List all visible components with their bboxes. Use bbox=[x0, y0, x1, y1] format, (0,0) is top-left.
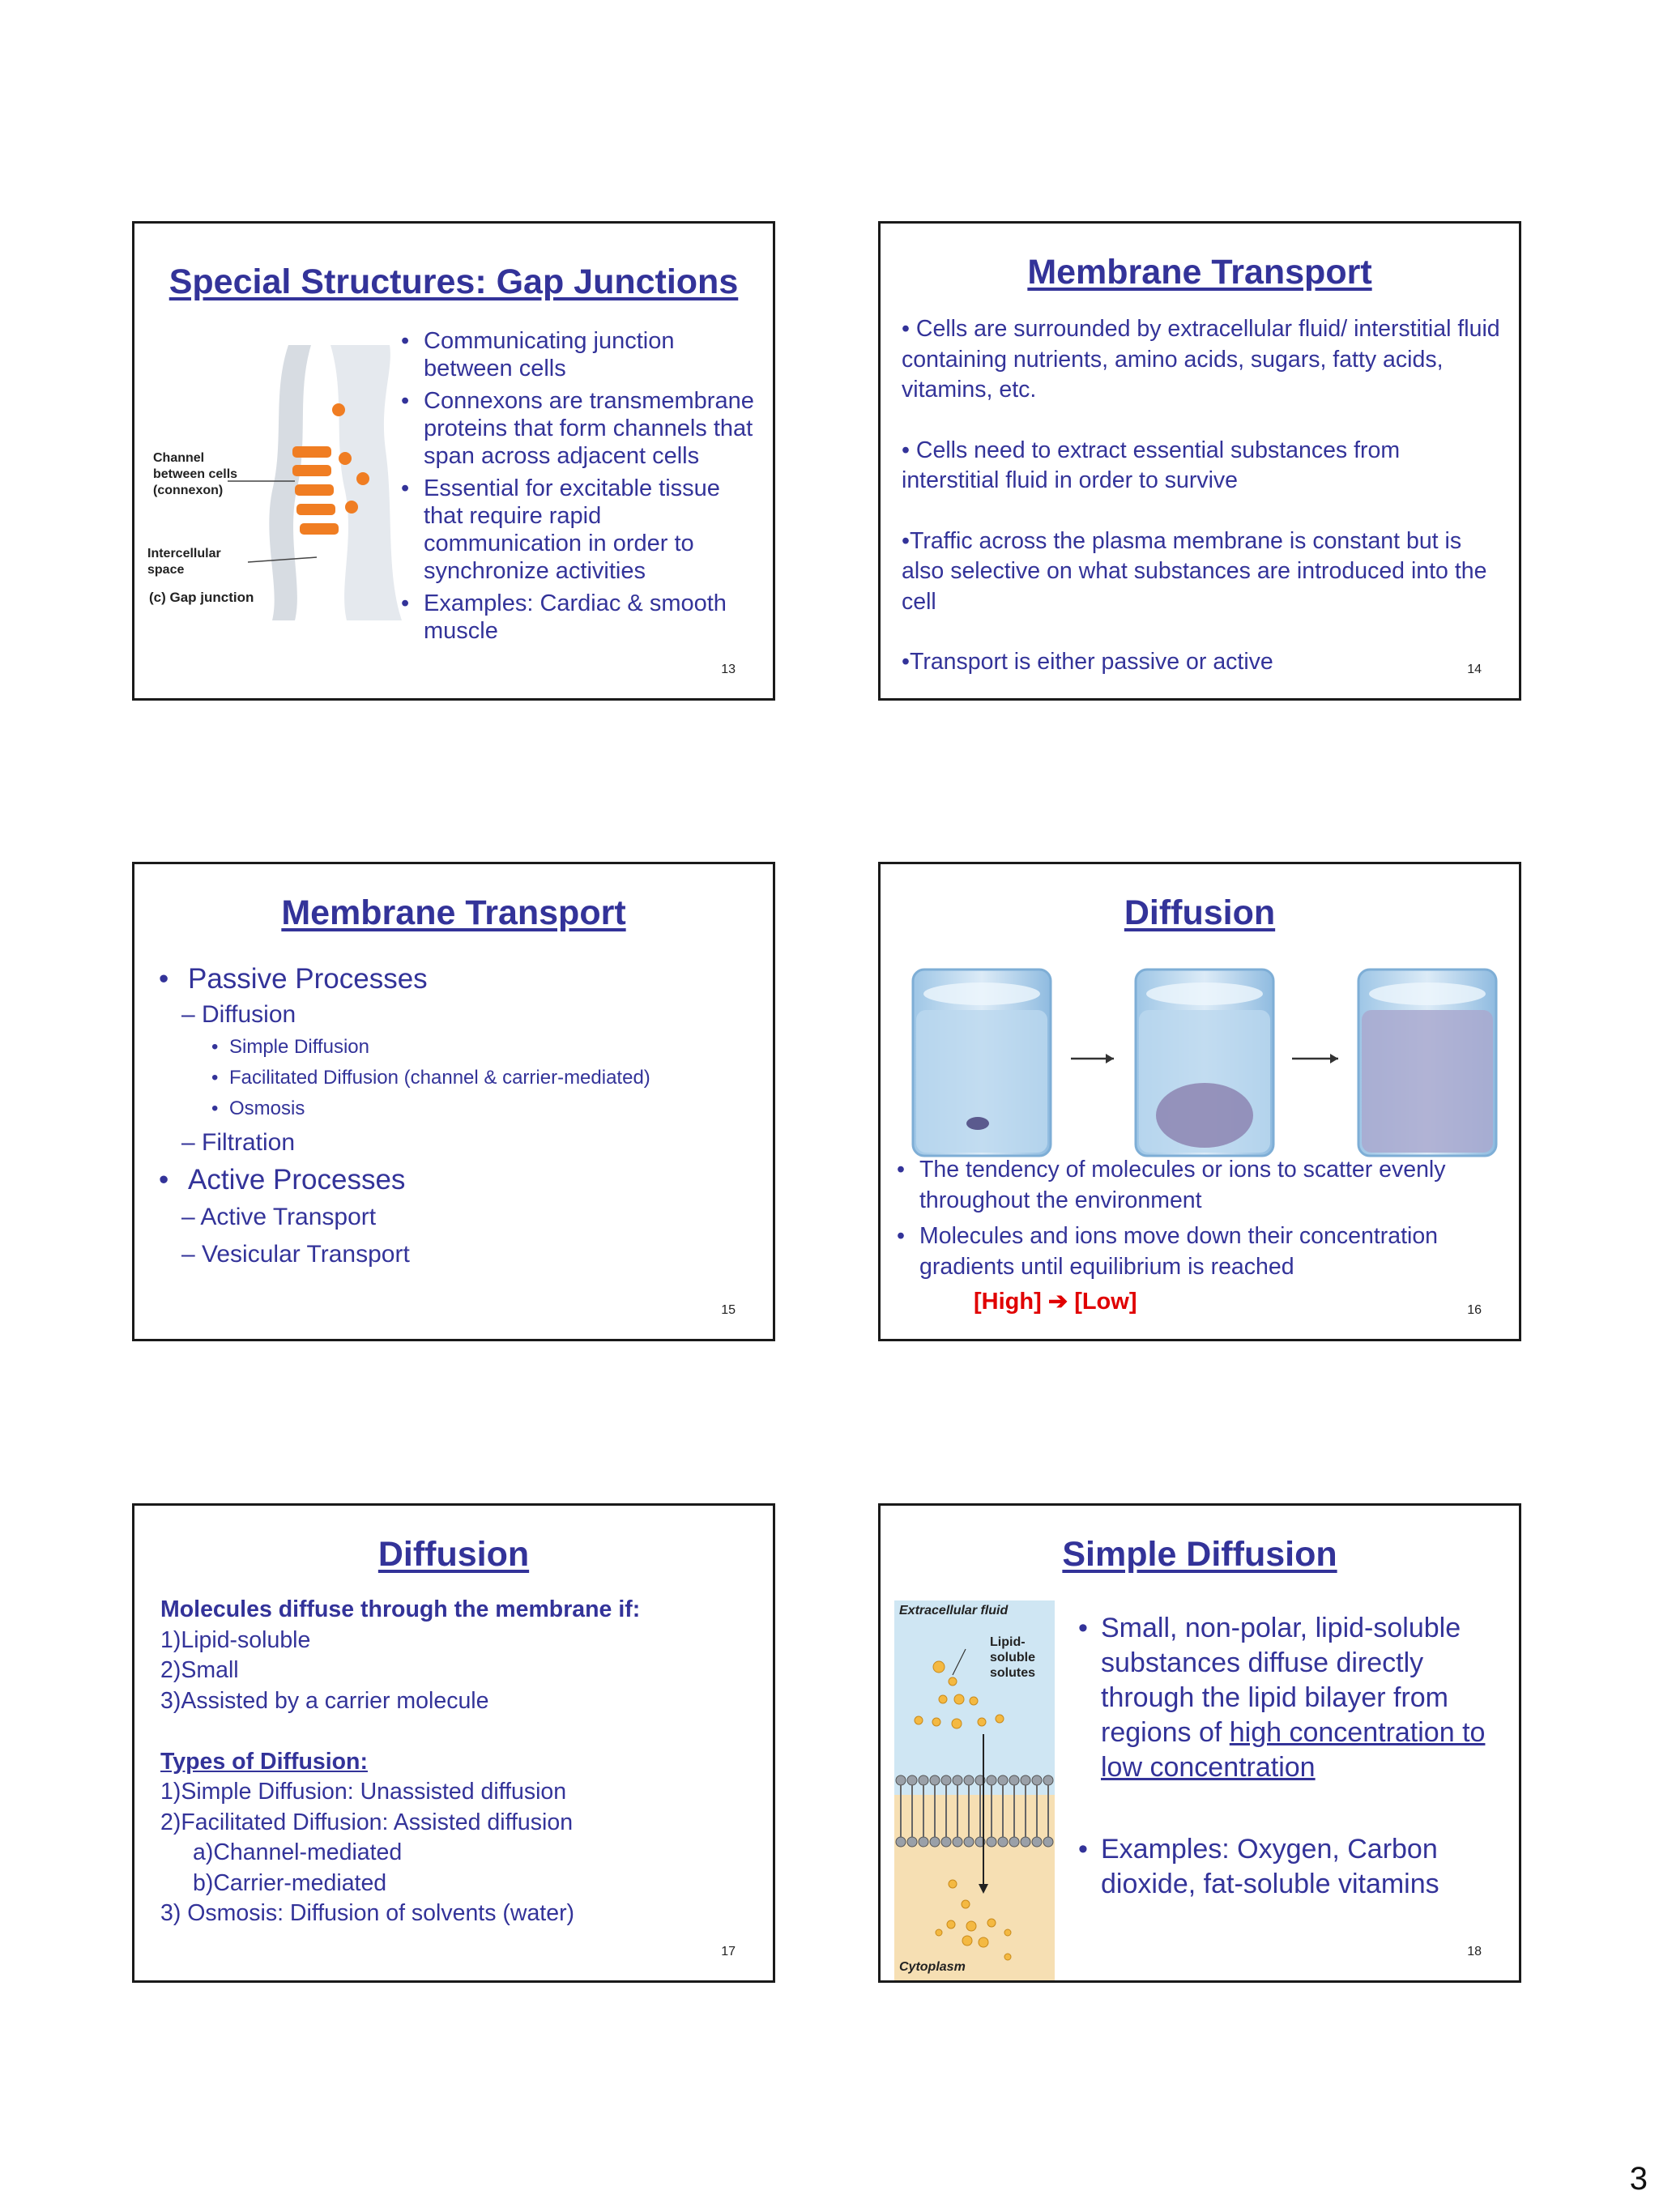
list-item: b)Carrier-mediated bbox=[193, 1869, 387, 1896]
slide-18 bbox=[878, 1503, 1521, 1983]
active-processes: • Active Processes bbox=[159, 1164, 406, 1196]
list-item bbox=[1075, 1611, 1488, 1785]
list-item: 1)Lipid-soluble bbox=[160, 1626, 311, 1653]
list-item-label: Osmosis bbox=[229, 1097, 305, 1119]
slide-body bbox=[902, 314, 1501, 678]
gradient-note bbox=[974, 1287, 1137, 1315]
list-item: • Examples: Oxygen, Carbon dioxide, fat-soluble vitamins bbox=[1075, 1832, 1488, 1902]
paragraph: • Cells need to extract essential substances from interstitial fluid in order to survive bbox=[902, 437, 1401, 493]
paragraph: •Traffic across the plasma membrane is constant but is also selective on what substances are introduced into the cell bbox=[902, 527, 1487, 615]
slide-16 bbox=[878, 862, 1521, 1341]
list-item-label: Simple Diffusion bbox=[229, 1036, 369, 1058]
slide-number: 17 bbox=[721, 1945, 736, 1958]
list-item: 2)Facilitated Diffusion: Assisted diffusion bbox=[160, 1809, 574, 1835]
bullet-list bbox=[1075, 1611, 1488, 1902]
page-number: 3 bbox=[1629, 2161, 1648, 2197]
list-item: 3) Osmosis: Diffusion of solvents (water) bbox=[160, 1900, 575, 1926]
slide-number: 14 bbox=[1467, 663, 1482, 676]
list-item: • Molecules and ions move down their concentration gradients until equilibrium is reached bbox=[893, 1221, 1509, 1282]
vesicular-transport-item: – Vesicular Transport bbox=[181, 1241, 410, 1268]
list-item: a)Channel-mediated bbox=[193, 1839, 403, 1865]
channel-label-line: Channel bbox=[153, 451, 205, 465]
slide-number: 16 bbox=[1467, 1303, 1482, 1317]
bullet-list bbox=[398, 327, 762, 645]
channel-label bbox=[153, 450, 237, 499]
list-item: • Connexons are transmembrane proteins that form channels that span across adjacent cells bbox=[398, 387, 762, 470]
slide-body bbox=[151, 961, 750, 1273]
beaker-3 bbox=[1358, 970, 1496, 1156]
slide-number: 13 bbox=[721, 663, 736, 676]
beaker-1 bbox=[913, 970, 1051, 1156]
slide-title: Special Structures: Gap Junctions bbox=[168, 262, 739, 301]
low-label: [Low] bbox=[1074, 1289, 1137, 1315]
diffusion-types bbox=[151, 1032, 750, 1124]
list-item: 1)Simple Diffusion: Unassisted diffusion bbox=[160, 1779, 567, 1805]
conditions-heading: Molecules diffuse through the membrane if: bbox=[160, 1596, 641, 1622]
list-item: • The tendency of molecules or ions to scatter evenly throughout the environment bbox=[893, 1154, 1509, 1216]
space-label-line: Intercellular bbox=[147, 547, 221, 560]
solutes-label-line: Lipid- bbox=[990, 1635, 1026, 1649]
list-item: • Communicating junction between cells bbox=[398, 327, 762, 382]
beaker-2 bbox=[1136, 970, 1273, 1156]
slide-number: 15 bbox=[721, 1303, 736, 1317]
active-label: Active Processes bbox=[188, 1164, 406, 1196]
cytoplasm-label: Cytoplasm bbox=[899, 1960, 966, 1974]
high-label: [High] bbox=[974, 1289, 1042, 1315]
channel-label-line: between cells bbox=[153, 467, 238, 481]
bullet-list bbox=[893, 1154, 1509, 1282]
filtration-item: – Filtration bbox=[181, 1129, 296, 1156]
list-item: • Essential for excitable tissue that require rapid communication in order to synchronize activities bbox=[398, 475, 762, 585]
slide-14 bbox=[878, 221, 1521, 701]
slide-title: Simple Diffusion bbox=[1062, 1535, 1337, 1574]
slide-17 bbox=[132, 1503, 775, 1983]
types-heading: Types of Diffusion: bbox=[160, 1748, 368, 1775]
diffusion-item: – Diffusion bbox=[181, 1001, 296, 1028]
slide-number: 18 bbox=[1467, 1945, 1482, 1958]
solutes-label bbox=[990, 1634, 1035, 1681]
list-item: 2)Small bbox=[160, 1657, 239, 1683]
paragraph: • Cells are surrounded by extracellular fluid/ interstitial fluid containing nutrients, amino acids, sugars, fatty acids, vitamins, etc. bbox=[902, 316, 1500, 403]
figure-caption: (c) Gap junction bbox=[149, 590, 254, 605]
solutes-label-line: solutes bbox=[990, 1666, 1036, 1680]
list-item: 3)Assisted by a carrier molecule bbox=[160, 1687, 489, 1714]
list-item-text: Small, non-polar, lipid-soluble substances diffuse directly through the lipid bilayer from regions of bbox=[1101, 1613, 1461, 1748]
list-item: • Facilitated Diffusion (channel & carrier-mediated) bbox=[211, 1067, 650, 1089]
lipid-bilayer-figure bbox=[894, 1600, 1055, 1981]
list-item-label: Facilitated Diffusion (channel & carrier-mediated) bbox=[229, 1067, 650, 1089]
slide-body bbox=[160, 1595, 752, 1929]
list-item: • Osmosis bbox=[211, 1097, 305, 1119]
right-arrow-icon: ➔ bbox=[1047, 1289, 1068, 1315]
slide-13 bbox=[132, 221, 775, 701]
extracellular-label: Extracellular fluid bbox=[899, 1604, 1009, 1617]
beaker-sequence-figure bbox=[897, 961, 1512, 1172]
solutes-label-line: soluble bbox=[990, 1651, 1036, 1664]
list-item: • Simple Diffusion bbox=[211, 1036, 369, 1058]
underlined-text: high concentration to low concentration bbox=[1101, 1717, 1486, 1783]
slide-15 bbox=[132, 862, 775, 1341]
intercellular-space-label bbox=[147, 546, 221, 578]
channel-label-line: (connexon) bbox=[153, 484, 224, 497]
slide-title: Membrane Transport bbox=[281, 893, 626, 932]
space-label-line: space bbox=[147, 563, 185, 577]
passive-label: Passive Processes bbox=[188, 963, 428, 995]
slide-title: Diffusion bbox=[377, 1535, 530, 1574]
paragraph: •Transport is either passive or active bbox=[902, 649, 1273, 675]
beakers-illustration bbox=[897, 961, 1512, 1172]
list-item: • Examples: Cardiac & smooth muscle bbox=[398, 590, 762, 645]
passive-processes: • Passive Processes bbox=[159, 963, 428, 995]
slide-title: Diffusion bbox=[1124, 893, 1276, 932]
slide-title: Membrane Transport bbox=[1027, 253, 1372, 292]
active-transport-item: – Active Transport bbox=[181, 1204, 377, 1230]
